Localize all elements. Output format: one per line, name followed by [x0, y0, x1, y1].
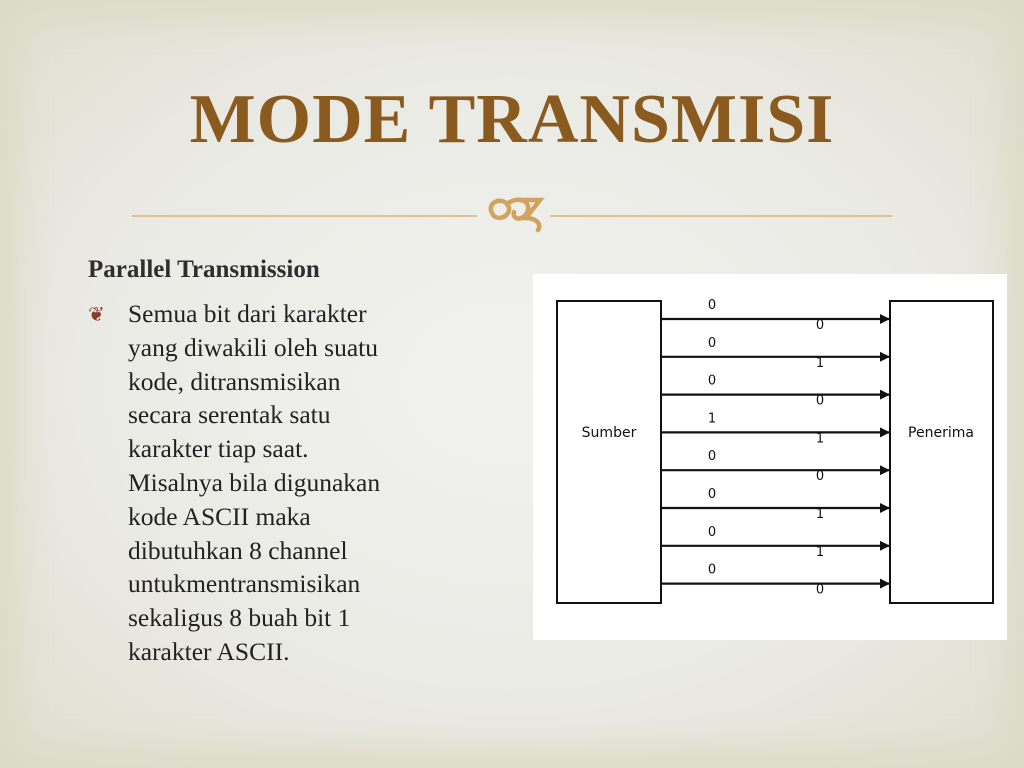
diagram-canvas — [533, 274, 1007, 640]
left-bit-label: 0 — [707, 449, 717, 465]
fleuron-bullet-icon: ❦ — [88, 302, 105, 326]
title-divider — [132, 190, 892, 240]
body-line: karakter ASCII. — [128, 636, 290, 666]
receiver-label: Penerima — [908, 425, 974, 441]
body-line: Semua bit dari karakter — [128, 299, 367, 328]
right-bit-label: 1 — [815, 507, 825, 522]
left-bit-label: 0 — [707, 298, 717, 313]
sender-box — [557, 301, 661, 603]
bullet-text — [128, 297, 488, 669]
right-bit-label: 1 — [815, 431, 825, 447]
body-line: Misalnya bila digunakan — [128, 467, 381, 497]
left-bit-label: 0 — [707, 562, 717, 578]
left-bit-label: 0 — [707, 524, 717, 540]
left-bit-label: 0 — [707, 373, 717, 389]
body-line: kode, ditransmisikan — [128, 366, 341, 396]
channel-layer — [661, 298, 889, 598]
left-bit-label: 1 — [707, 411, 717, 427]
curl-ornament-icon — [491, 200, 540, 230]
section-subtitle: Parallel Transmission — [88, 256, 320, 283]
slide-title: MODE TRANSMISI — [189, 81, 835, 158]
body-line: kode ASCII maka — [128, 501, 311, 531]
body-line: karakter tiap saat. — [128, 434, 309, 464]
sender-label: Sumber — [581, 425, 637, 441]
parallel-transmission-diagram — [533, 274, 1007, 640]
right-bit-label: 0 — [815, 393, 825, 409]
body-line: dibutuhkan 8 channel — [128, 535, 348, 565]
body-line: untukmentransmisikan — [128, 569, 361, 599]
right-bit-label: 0 — [815, 469, 825, 485]
body-line: secara serentak satu — [128, 400, 331, 430]
right-bit-label: 0 — [815, 318, 825, 333]
receiver-box — [890, 301, 993, 603]
body-line: sekaligus 8 buah bit 1 — [128, 603, 351, 633]
right-bit-label: 1 — [815, 544, 825, 560]
right-bit-label: 1 — [815, 355, 825, 371]
left-bit-label: 0 — [707, 487, 717, 502]
right-bit-label: 0 — [815, 582, 825, 598]
body-line: yang diwakili oleh suatu — [128, 332, 378, 362]
left-bit-label: 0 — [707, 335, 717, 351]
